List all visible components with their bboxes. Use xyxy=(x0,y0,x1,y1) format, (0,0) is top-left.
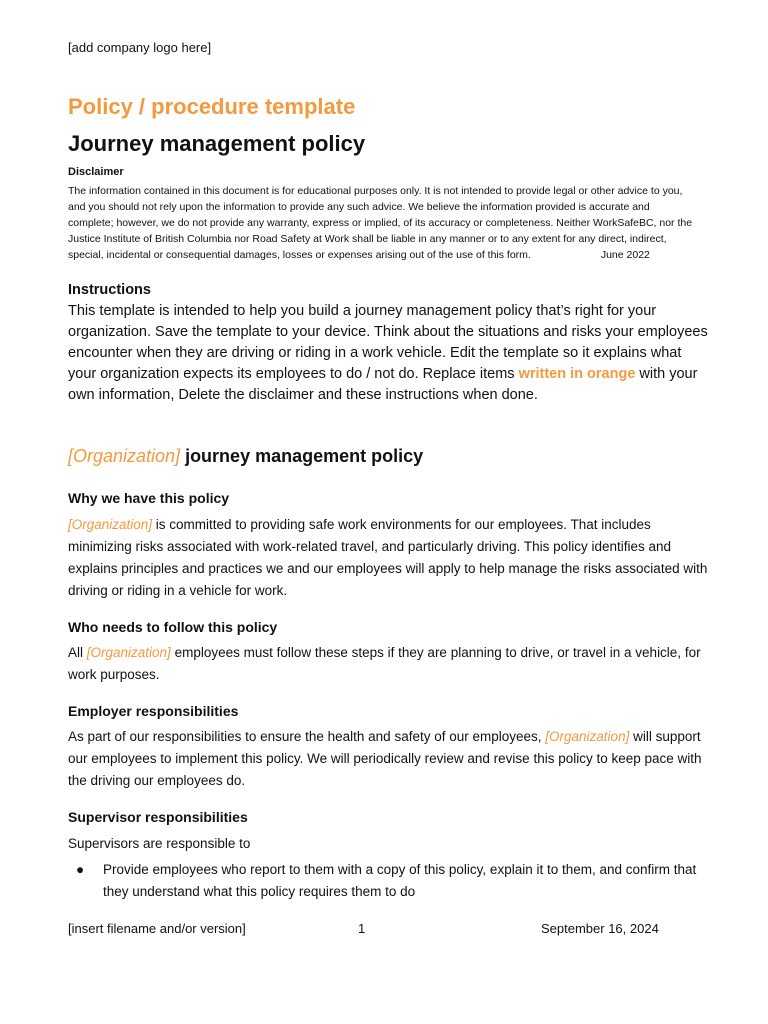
disclaimer-heading: Disclaimer xyxy=(68,166,124,178)
supervisor-heading: Supervisor responsibilities xyxy=(68,809,248,825)
instructions-text xyxy=(68,301,708,406)
policy-heading xyxy=(68,446,423,467)
org-placeholder: [Organization] xyxy=(68,517,153,532)
disclaimer-date: June 2022 xyxy=(600,249,650,261)
policy-heading-suffix: journey management policy xyxy=(180,446,424,466)
org-placeholder: [Organization] xyxy=(545,729,630,744)
org-placeholder: [Organization] xyxy=(86,645,171,660)
instructions-text-after: with your own information, Delete the disclaimer and these instructions when done. xyxy=(68,366,698,403)
why-paragraph xyxy=(68,514,708,602)
instructions-heading: Instructions xyxy=(68,282,151,298)
footer-page-number: 1 xyxy=(358,921,366,936)
employer-heading: Employer responsibilities xyxy=(68,703,239,719)
employer-text: will support our employees to implement this policy. We will periodically review and revise this policy to keep pace with the driving our employees do. xyxy=(68,729,702,788)
employer-paragraph xyxy=(68,726,708,792)
footer-date: September 16, 2024 xyxy=(541,921,659,936)
who-heading: Who needs to follow this policy xyxy=(68,619,278,635)
who-paragraph xyxy=(68,642,708,686)
page-title: Journey management policy xyxy=(68,131,366,156)
instructions-text-before: This template is intended to help you build a journey management policy that’s right for your organization. Save the template to your device. Think about the situations and risks your employees encounter when they are driving or riding in a work vehicle. Edit the template so it explains what your organization expects its employees to do / not do. Replace items xyxy=(68,303,708,382)
who-text: employees must follow these steps if they are planning to drive, or travel in a vehicle, for work purposes. xyxy=(68,645,701,682)
who-prefix: All xyxy=(68,645,87,660)
why-text: is committed to providing safe work environments for our employees. That includes minimizing risks associated with work-related travel, and particularly driving. This policy identifies and explains principles and practices we and our employees will apply to help manage the risks associated with driving or riding in a vehicle for work. xyxy=(68,517,708,598)
instructions-highlight: written in orange xyxy=(518,366,636,382)
disclaimer-text xyxy=(68,183,698,263)
logo-placeholder: [add company logo here] xyxy=(68,40,212,55)
org-placeholder: [Organization] xyxy=(68,446,181,466)
bullet-text: Provide employees who report to them with a copy of this policy, explain it to them, and confirm that they understand what this policy requires them to do xyxy=(103,862,697,899)
supervisor-intro: Supervisors are responsible to xyxy=(68,836,251,851)
disclaimer-body: The information contained in this document is for educational purposes only. It is not intended to provide legal or other advice to you, and you should not rely upon the information to provide any such advice. We believe the information provided is accurate and complete; however, we do not provide any warranty, express or implied, of its accuracy or completeness. Neither WorkSafeBC, nor the Justice Institute of British Columbia nor Road Safety at Work shall be liable in any manner or to any extent for any direct, indirect, special, incidental or consequential damages, losses or expenses arising out of the use of this form. xyxy=(68,185,693,261)
bullet-icon: ● xyxy=(76,862,85,877)
employer-prefix: As part of our responsibilities to ensure the health and safety of our employees, xyxy=(68,729,546,744)
why-heading: Why we have this policy xyxy=(68,490,230,506)
template-label: Policy / procedure template xyxy=(68,94,356,119)
footer-filename: [insert filename and/or version] xyxy=(68,921,246,936)
